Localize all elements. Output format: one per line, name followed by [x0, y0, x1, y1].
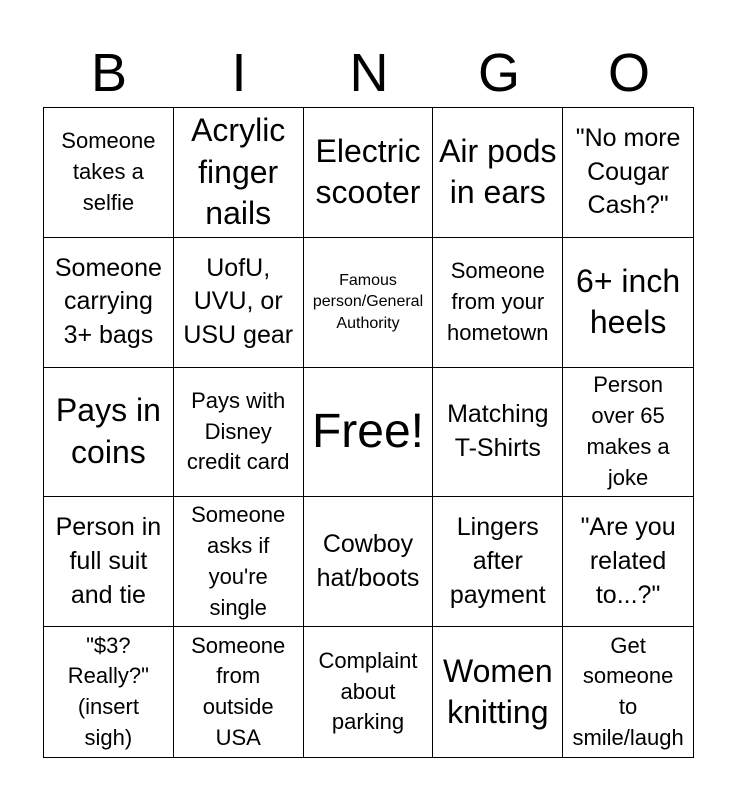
cell-text: Electric scooter: [315, 132, 421, 211]
bingo-cell[interactable]: [44, 108, 174, 238]
bingo-cell[interactable]: [563, 108, 693, 238]
bingo-cell[interactable]: [433, 627, 563, 757]
bingo-cell[interactable]: [304, 627, 434, 757]
bingo-cell[interactable]: [433, 238, 563, 368]
cell-text: Someone carrying 3+ bags: [54, 253, 162, 350]
cell-text: Acrylic finger nails: [191, 112, 286, 232]
bingo-cell[interactable]: [174, 108, 304, 238]
bingo-cell[interactable]: [563, 497, 693, 627]
bingo-cell[interactable]: [433, 497, 563, 627]
cell-text: Person over 65 makes a joke: [586, 372, 670, 490]
bingo-header: [44, 38, 694, 108]
bingo-cell-free[interactable]: [304, 368, 434, 498]
cell-text: "No more Cougar Cash?": [575, 123, 681, 220]
bingo-cell[interactable]: [44, 238, 174, 368]
cell-text: Someone takes a selfie: [61, 128, 156, 215]
header-letter-o: O: [607, 43, 650, 103]
bingo-cell[interactable]: [174, 497, 304, 627]
bingo-cell[interactable]: [433, 108, 563, 238]
cell-text: Women knitting: [442, 652, 553, 731]
cell-text: Someone from your hometown: [447, 258, 549, 345]
cell-text: Lingers after payment: [449, 513, 546, 609]
cell-text: Air pods in ears: [439, 132, 557, 211]
cell-text: "Are you related to...?": [580, 513, 676, 609]
header-letter-n: N: [349, 43, 389, 103]
bingo-cell[interactable]: [174, 627, 304, 757]
cell-text: Someone asks if you're single: [191, 502, 286, 620]
bingo-cell[interactable]: [563, 238, 693, 368]
bingo-cell[interactable]: [44, 627, 174, 757]
free-space-text: Free!: [311, 405, 424, 459]
bingo-cell[interactable]: [174, 368, 304, 498]
bingo-cell[interactable]: [304, 497, 434, 627]
bingo-cell[interactable]: [563, 368, 693, 498]
cell-text: Person in full suit and tie: [55, 513, 162, 609]
cell-text: UofU, UVU, or USU gear: [183, 253, 294, 350]
cell-text: Pays with Disney credit card: [186, 387, 290, 475]
bingo-cell[interactable]: [304, 108, 434, 238]
bingo-cell[interactable]: [174, 238, 304, 368]
cell-text: Get someone to smile/laugh: [572, 632, 684, 750]
cell-text: 6+ inch heels: [576, 262, 681, 341]
cell-text: "$3? Really?" (insert sigh): [67, 632, 149, 750]
bingo-cell[interactable]: [44, 497, 174, 627]
cell-text: Complaint about parking: [318, 647, 418, 735]
cell-text: Pays in coins: [55, 392, 161, 470]
cell-text: Someone from outside USA: [191, 632, 286, 750]
bingo-cell[interactable]: [433, 368, 563, 498]
header-letter-g: G: [477, 43, 520, 103]
cell-text: Famous person/General Authority: [312, 271, 424, 332]
bingo-board: [43, 107, 694, 758]
header-letter-i: I: [231, 43, 247, 103]
bingo-cell[interactable]: [304, 238, 434, 368]
bingo-cell[interactable]: [563, 627, 693, 757]
bingo-cell[interactable]: [44, 368, 174, 498]
cell-text: Cowboy hat/boots: [316, 530, 420, 592]
header-letter-b: B: [90, 43, 128, 103]
cell-text: Matching T-Shirts: [447, 400, 549, 462]
